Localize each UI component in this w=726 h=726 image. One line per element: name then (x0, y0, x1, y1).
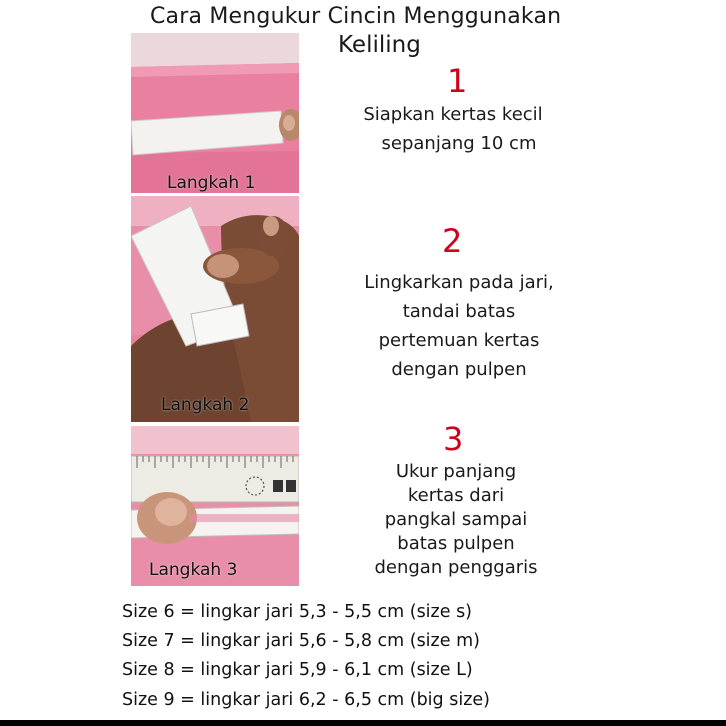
step-2-line-1: Lingkarkan pada jari, (364, 272, 554, 293)
step-3-line-2: kertas dari (407, 485, 505, 506)
step-2-line-4: dengan pulpen (391, 359, 527, 380)
step-1-line-1: Siapkan kertas kecil (363, 104, 543, 125)
step-1-photo (131, 33, 299, 193)
bottom-border (0, 720, 726, 726)
step-1-caption: Langkah 1 (167, 173, 256, 193)
step-2-line-3: pertemuan kertas (378, 330, 540, 351)
step-3-line-1: Ukur panjang (395, 461, 517, 482)
size-row-9: Size 9 = lingkar jari 6,2 - 6,5 cm (big size) (122, 690, 490, 710)
step-3-line-5: dengan penggaris (374, 557, 538, 578)
step-2-photo (131, 196, 299, 422)
step-3-line-4: batas pulpen (397, 533, 515, 554)
step-3-caption: Langkah 3 (149, 560, 238, 580)
size-row-8: Size 8 = lingkar jari 5,9 - 6,1 cm (size L) (122, 660, 473, 680)
paper-strip-illustration (131, 33, 299, 193)
title-line-1: Cara Mengukur Cincin Menggunakan (150, 4, 562, 29)
finger-wrap-illustration (131, 196, 299, 422)
step-3-line-3: pangkal sampai (384, 509, 528, 530)
size-row-7: Size 7 = lingkar jari 5,6 - 5,8 cm (size m) (122, 631, 480, 651)
step-2-line-2: tandai batas (402, 301, 516, 322)
step-1-number: 1 (447, 62, 468, 100)
step-1-description (343, 100, 563, 158)
step-2-number: 2 (442, 222, 463, 260)
title-line-2: Keliling (338, 32, 421, 58)
step-3-number: 3 (443, 420, 464, 458)
step-3-description (366, 460, 546, 580)
size-row-6: Size 6 = lingkar jari 5,3 - 5,5 cm (size s) (122, 602, 473, 622)
step-2-description (354, 268, 564, 384)
step-2-caption: Langkah 2 (161, 395, 250, 415)
step-3-photo (131, 426, 299, 586)
step-1-line-2: sepanjang 10 cm (381, 133, 537, 154)
